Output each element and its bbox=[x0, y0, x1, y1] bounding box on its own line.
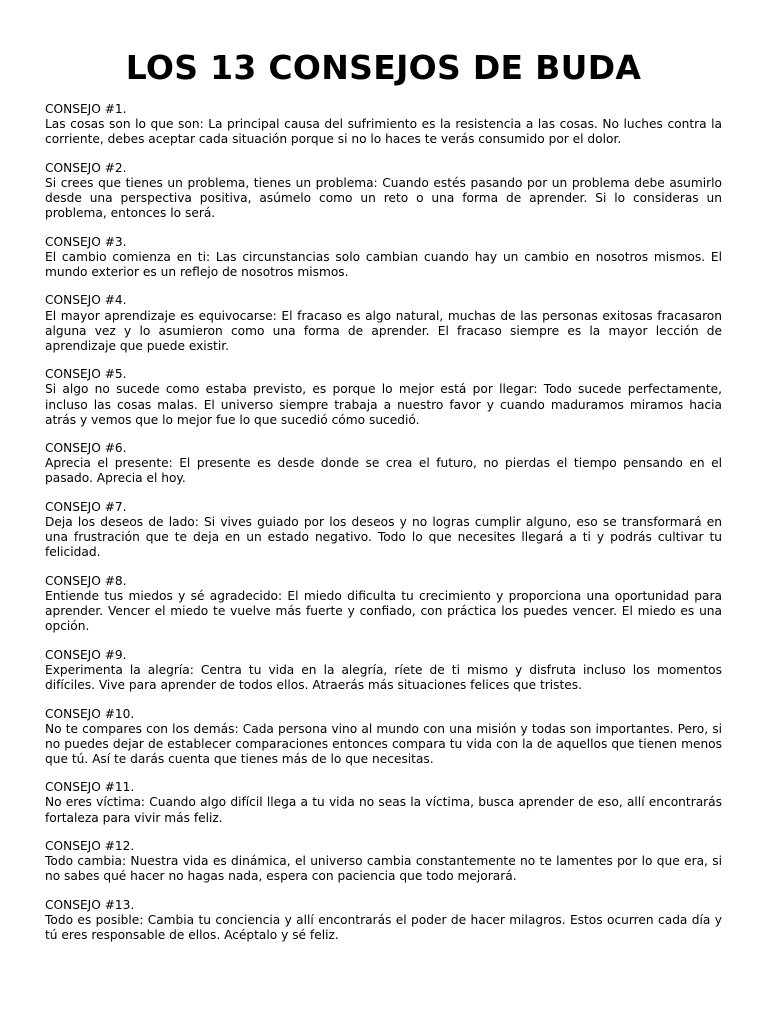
tip-body: El mayor aprendizaje es equivocarse: El fracaso es algo natural, muchas de las personas exitosas fracasaron alguna vez y lo asumieron como una forma de aprender. El fracaso siempre es la mayor lección de aprendizaje que puede existir. bbox=[45, 308, 722, 353]
tip-body: Entiende tus miedos y sé agradecido: El miedo dificulta tu crecimiento y proporciona una oportunidad para aprender. Vencer el miedo te vuelve más fuerte y confiado, con práctica los puedes vencer. El miedo es una opción. bbox=[45, 588, 722, 634]
tip-heading: CONSEJO #12. bbox=[45, 839, 135, 854]
tip-heading: CONSEJO #2. bbox=[45, 160, 127, 175]
tip-2 bbox=[45, 161, 722, 221]
tip-9 bbox=[45, 648, 722, 693]
tip-5 bbox=[45, 367, 722, 427]
tip-body: Aprecia el presente: El presente es desde donde se crea el futuro, no pierdas el tiempo pensando en el pasado. Aprecia el hoy. bbox=[45, 456, 722, 486]
tip-heading: CONSEJO #9. bbox=[45, 647, 127, 662]
tip-heading: CONSEJO #6. bbox=[45, 441, 127, 456]
tip-body: Deja los deseos de lado: Si vives guiado por los deseos y no logras cumplir alguno, eso se transformará en una frustración que te deja en un estado negativo. Todo lo que necesites llegará a ti y podrás cultivar tu felicidad. bbox=[45, 515, 722, 560]
tip-body: Las cosas son lo que son: La principal causa del sufrimiento es la resistencia a las cosas. No luches contra la corriente, debes aceptar cada situación porque si no lo haces te verás consumido por el dolor. bbox=[45, 117, 722, 147]
tip-7 bbox=[45, 500, 722, 560]
document-title: LOS 13 CONSEJOS DE BUDA bbox=[125, 48, 642, 87]
tip-1 bbox=[45, 102, 722, 147]
tip-heading: CONSEJO #8. bbox=[45, 573, 127, 588]
tip-heading: CONSEJO #1. bbox=[45, 102, 127, 116]
tip-body: Todo es posible: Cambia tu conciencia y allí encontrarás el poder de hacer milagros. Estos ocurren cada día y tú eres responsable de ellos. Acéptalo y sé feliz. bbox=[45, 913, 722, 943]
tip-13 bbox=[45, 898, 722, 943]
tip-heading: CONSEJO #5. bbox=[45, 367, 127, 382]
tip-6 bbox=[45, 441, 722, 486]
tip-10 bbox=[45, 707, 722, 767]
tip-body: No te compares con los demás: Cada persona vino al mundo con una misión y todas son importantes. Pero, si no puedes dejar de establecer comparaciones entonces compara tu vida con la de aquellos que tienen menos que tú. Así te darás cuenta que tienes más de lo que necesitas. bbox=[45, 721, 722, 766]
tip-heading: CONSEJO #11. bbox=[45, 780, 135, 795]
tip-body: Experimenta la alegría: Centra tu vida en la alegría, ríete de ti mismo y disfruta incluso los momentos difíciles. Vive para aprender de todos ellos. Atraerás más situaciones felices que tristes. bbox=[45, 662, 722, 692]
tip-4 bbox=[45, 293, 722, 353]
tip-heading: CONSEJO #13. bbox=[45, 897, 135, 912]
tip-3 bbox=[45, 235, 722, 280]
tip-heading: CONSEJO #4. bbox=[45, 293, 127, 308]
tip-heading: CONSEJO #7. bbox=[45, 499, 127, 514]
tip-body: Todo cambia: Nuestra vida es dinámica, el universo cambia constantemente no te lamentes por lo que era, si no sabes qué hacer no hagas nada, espera con paciencia que todo mejorará. bbox=[45, 854, 722, 884]
tip-body: Si algo no sucede como estaba previsto, es porque lo mejor está por llegar: Todo sucede perfectamente, incluso las cosas malas. El universo siempre trabaja a nuestro favor y cuando maduramos miramos hacia atrás y vemos que lo mejor fue lo que sucedió cómo sucedió. bbox=[45, 382, 722, 427]
tip-body: Si crees que tienes un problema, tienes un problema: Cuando estés pasando por un problema debe asumirlo desde una perspectiva positiva, asúmelo como un reto o una forma de aprender. Si lo consideras un problema, entonces lo será. bbox=[45, 175, 722, 221]
tip-12 bbox=[45, 839, 722, 884]
tip-body: El cambio comienza en ti: Las circunstancias solo cambian cuando hay un cambio en nosotros mismos. El mundo exterior es un reflejo de nosotros mismos. bbox=[45, 249, 722, 279]
document-page bbox=[45, 44, 722, 957]
tip-8 bbox=[45, 574, 722, 634]
tip-heading: CONSEJO #3. bbox=[45, 234, 127, 249]
tip-11 bbox=[45, 780, 722, 825]
tip-body: No eres víctima: Cuando algo difícil llega a tu vida no seas la víctima, busca aprender de eso, allí encontrarás fortaleza para vivir más feliz. bbox=[45, 795, 722, 825]
tip-heading: CONSEJO #10. bbox=[45, 706, 135, 721]
